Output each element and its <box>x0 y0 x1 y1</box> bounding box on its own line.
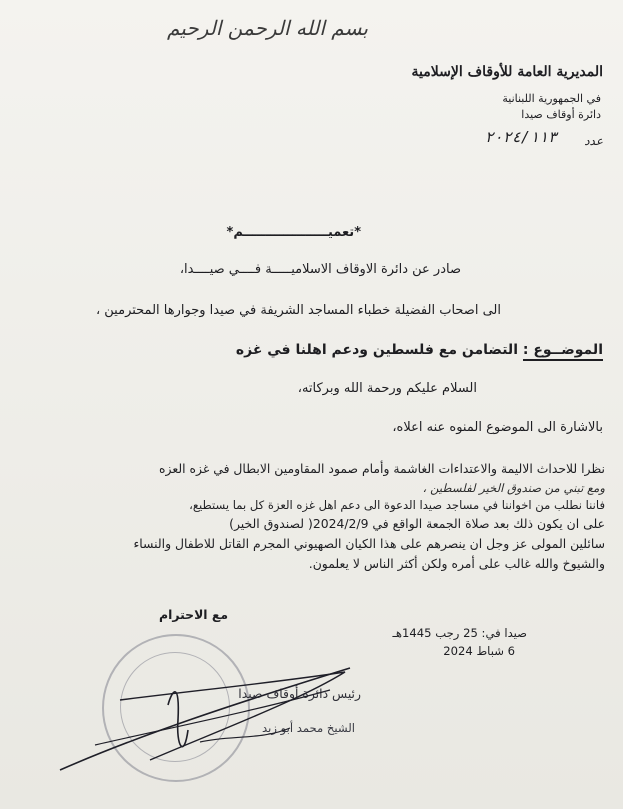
greeting-line: السلام عليكم ورحمة الله وبركاته، <box>297 381 477 396</box>
circular-title: *تعميـــــــــــــــــــم* <box>226 225 361 240</box>
closing-regards: مع الاحترام <box>159 607 228 622</box>
subject-text: التضامن مع فلسطين ودعم اهلنا في غزه <box>235 342 518 358</box>
body-line: والشيوخ والله غالب على أمره ولكن أكثر الناس لا يعلمون. <box>308 556 605 571</box>
basmala: بسم الله الرحمن الرحيم <box>166 16 368 40</box>
letterhead-authority: المديرية العامة للأوقاف الإسلامية <box>411 64 603 80</box>
official-stamp <box>102 634 250 782</box>
body-line: على ان يكون ذلك بعد صلاة الجمعة الواقع في 2024/2/9( لصندوق الخير) <box>229 516 605 531</box>
reference-line: بالاشارة الى الموضوع المنوه عنه اعلاه، <box>392 420 603 435</box>
reference-number: ٢٠٢٤/١١٣ <box>484 128 557 146</box>
body-line: سائلين المولى عز وجل ان ينصرهم على هذا الكيان الصهيوني المجرم القاتل للاطفال والنساء <box>133 536 605 551</box>
addressee-line: الى اصحاب الفضيلة خطباء المساجد الشريفة في صيدا وجوارها المحترمين ، <box>95 303 501 318</box>
signatory-name: الشيخ محمد أبو زيد <box>262 721 355 735</box>
body-line: فاننا نطلب من اخواننا في مساجد صيدا الدعوة الى دعم اهل غزه العزة كل بما يستطيع، <box>189 498 605 512</box>
reference-number-label: عدد <box>584 134 603 148</box>
letterhead-office: دائرة أوقاف صيدا <box>521 108 601 121</box>
subject-label: الموضــوع : <box>523 342 603 361</box>
signatory-title: رئيس دائرة أوقاف صيدا <box>238 686 361 701</box>
body-line: ومع تبني من صندوق الخير لفلسطين ، <box>422 481 605 495</box>
issuer-line: صادر عن دائرة الاوقاف الاسلاميـــــة فــــي صيــــدا، <box>179 262 461 277</box>
letterhead-country: في الجمهورية اللبنانية <box>502 92 601 105</box>
hijri-date: صيدا في: 25 رجب 1445هـ <box>392 626 527 640</box>
body-line: نظرا للاحداث الاليمة والاعتداءات الغاشمة وأمام صمود المقاومين الابطال في غزه العزه <box>159 461 605 476</box>
gregorian-date: 6 شباط 2024 <box>443 644 515 658</box>
